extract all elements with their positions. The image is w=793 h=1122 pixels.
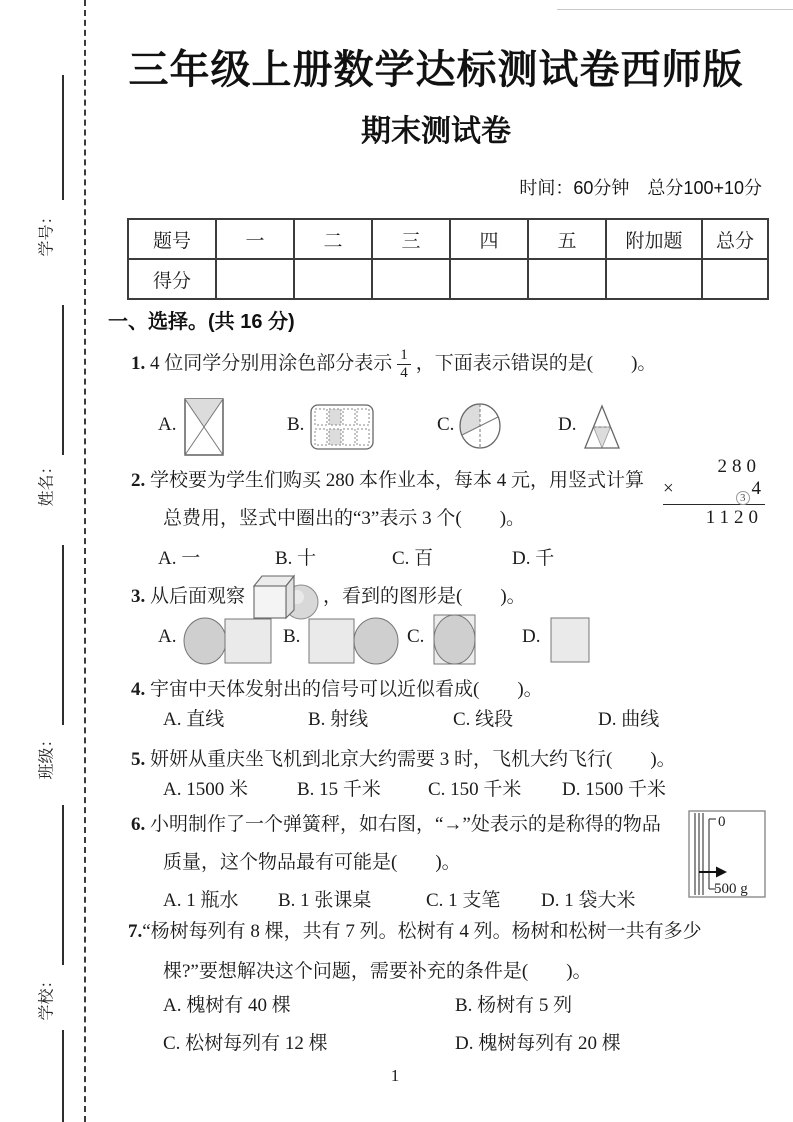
q3-options-row (0, 612, 793, 672)
q7-option-a: A. 槐树有 40 棵 (163, 995, 291, 1016)
q4-option-c: C. 线段 (453, 709, 514, 730)
school-blank-line (62, 805, 64, 965)
q7-option-c: C. 松树每列有 12 棵 (163, 1033, 328, 1054)
question-1-text (131, 340, 656, 388)
q6-option-c: C. 1 支笔 (426, 890, 501, 911)
score-table-col-3: 三 (372, 219, 450, 259)
page-number: 1 (390, 1066, 400, 1085)
q2-mult-circled-carry: 3 (736, 491, 750, 505)
q1-options-row (0, 396, 793, 462)
q6-line1-text: 小明制作了一个弹簧秤，如右图，“→”处表示的是称得的物品 (150, 814, 661, 835)
q5-option-a: A. 1500 米 (163, 779, 248, 800)
score-table-col-2: 二 (294, 219, 372, 259)
exam-subtitle: 期末测试卷 (361, 115, 511, 148)
q6-text-line1 (131, 806, 691, 844)
score-cell (294, 259, 372, 299)
score-table-col-total: 总分 (702, 219, 768, 259)
question-7 (128, 912, 773, 992)
q6-option-d: D. 1 袋大米 (541, 890, 636, 911)
q4-option-a: A. 直线 (163, 709, 225, 730)
q2-mult-multiplicand: 280 (717, 456, 761, 477)
q7-option-b: B. 杨树有 5 列 (455, 995, 573, 1016)
q2-mult-operator-row (663, 478, 765, 502)
q6-number: 6. (131, 814, 146, 835)
q7-text-line2: 棵?”要想解决这个问题，需要补充的条件是( )。 (163, 961, 592, 982)
q2-text-line1 (131, 462, 671, 500)
q2-line1-text: 学校要为学生们购买 280 本作业本，每本 4 元，用竖式计算 (150, 470, 645, 491)
q1-option-c-label: C. (437, 414, 455, 435)
score-cell (606, 259, 702, 299)
score-table-col-1: 一 (216, 219, 294, 259)
q7-text-line1 (128, 912, 773, 952)
q1-fraction-denominator: 4 (397, 364, 411, 382)
exam-meta: 时间：60分钟 总分100+10分 (519, 178, 762, 198)
class-label: 班级： (38, 731, 56, 780)
q7-options-grid (163, 994, 763, 1056)
q2-option-d: D. 千 (512, 548, 555, 569)
score-table-col-extra: 附加题 (606, 219, 702, 259)
q2-option-b: B. 十 (275, 548, 317, 569)
paper-title: 三年级上册数学达标测试卷西师版 (128, 48, 744, 92)
score-table-header-row (128, 219, 768, 259)
q5-option-c: C. 150 千米 (428, 779, 522, 800)
score-cell (372, 259, 450, 299)
q4-text: 宇宙中天体发射出的信号可以近似看成( )。 (150, 679, 543, 700)
score-cell (702, 259, 768, 299)
q6-spring-scale-figure (688, 810, 766, 898)
q2-multiplication-figure (663, 456, 765, 529)
q5-option-b: B. 15 千米 (297, 779, 381, 800)
score-table-score-row (128, 259, 768, 299)
q1-number: 1. (131, 353, 146, 374)
q6-text-line2: 质量，这个物品最有可能是( )。 (163, 852, 461, 873)
q1-fraction (397, 347, 411, 381)
q3-option-c-circle-in-square-figure (432, 613, 478, 667)
q6-option-a: A. 1 瓶水 (163, 890, 239, 911)
scan-artifact-line (557, 9, 793, 10)
q2-number: 2. (131, 470, 146, 491)
score-row-label: 得分 (128, 259, 216, 299)
bottom-blank-line (62, 1030, 64, 1122)
score-table-col-4: 四 (450, 219, 528, 259)
q4-option-d: D. 曲线 (598, 709, 660, 730)
seal-dashed-line (84, 0, 86, 1122)
q1-text-before: 4 位同学分别用涂色部分表示 (150, 353, 393, 374)
q1-option-b-grid-figure (310, 404, 374, 450)
q7-line1-text: “杨树每列有 8 棵，共有 7 列。松树有 4 列。杨树和松树一共有多少 (142, 921, 702, 942)
q1-option-d-triangle-figure (583, 404, 621, 450)
school-label: 学校： (38, 972, 56, 1021)
q2-mult-times-sign: × (663, 478, 674, 499)
q3-option-c-label: C. (407, 626, 425, 647)
question-6 (131, 806, 691, 916)
q5-number: 5. (131, 749, 146, 770)
q3-option-a-label: A. (158, 626, 177, 647)
q3-option-b-square-circle-figure (307, 614, 402, 666)
score-table-corner-cell: 题号 (128, 219, 216, 259)
question-2 (131, 456, 771, 574)
score-cell (216, 259, 294, 299)
question-4-text (131, 671, 771, 709)
q4-number: 4. (131, 679, 146, 700)
q2-mult-product: 1120 (663, 504, 765, 529)
q3-option-d-label: D. (522, 626, 541, 647)
q1-option-a-square-diagonals-figure (184, 398, 224, 456)
score-cell (450, 259, 528, 299)
q3-text-before: 从后面观察 (150, 586, 246, 607)
q5-text: 妍妍从重庆坐飞机到北京大约需要 3 时，飞机大约飞行( )。 (150, 749, 676, 770)
q6-scale-zero-label: 0 (718, 814, 726, 830)
q3-option-a-circle-square-figure (181, 614, 276, 666)
q1-option-d-label: D. (558, 414, 577, 435)
q7-option-d: D. 槐树每列有 20 棵 (455, 1033, 621, 1054)
q4-option-b: B. 射线 (308, 709, 369, 730)
q3-option-b-label: B. (283, 626, 301, 647)
score-table-col-5: 五 (528, 219, 606, 259)
q1-option-b-label: B. (287, 414, 305, 435)
q6-scale-max-label: 500 g (714, 881, 748, 897)
score-table (127, 218, 769, 300)
q1-option-a-label: A. (158, 414, 177, 435)
q3-number: 3. (131, 586, 146, 607)
question-5-text (131, 741, 771, 779)
q2-option-c: C. 百 (392, 548, 434, 569)
name-label: 姓名： (38, 458, 56, 507)
score-cell (528, 259, 606, 299)
q1-fraction-numerator: 1 (400, 347, 408, 363)
student-id-blank-line (62, 75, 64, 200)
q2-text-line2: 总费用，竖式中圈出的“3”表示 3 个( )。 (163, 508, 526, 529)
q2-option-a: A. 一 (158, 548, 201, 569)
q7-number: 7. (128, 921, 143, 942)
q3-option-d-square-figure (549, 616, 591, 664)
q6-option-b: B. 1 张课桌 (278, 890, 372, 911)
q5-option-d: D. 1500 千米 (562, 779, 666, 800)
q4-options-row (131, 705, 659, 735)
q3-text-after: ，看到的图形是( )。 (323, 586, 526, 607)
section-title: 一、选择。(共 16 分) (108, 311, 295, 333)
q2-mult-multiplier: 4 (751, 478, 761, 499)
q5-options-row (131, 775, 666, 805)
student-id-label: 学号： (38, 208, 56, 257)
q1-option-c-circle-figure (458, 402, 502, 450)
q1-text-after: ，下面表示错误的是( )。 (415, 353, 657, 374)
